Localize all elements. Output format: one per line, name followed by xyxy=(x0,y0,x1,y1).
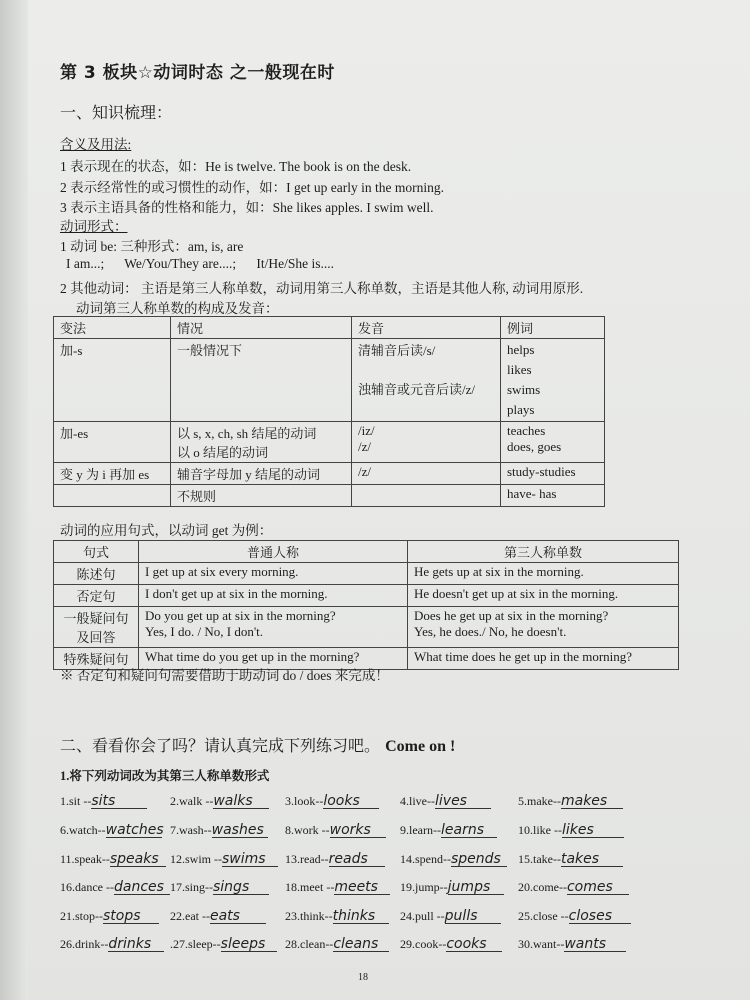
case-text: 以 o 结尾的动词 xyxy=(177,445,269,460)
section2-title: 二、看看你会了吗？请认真完成下列练习吧。 xyxy=(60,736,381,755)
table-cell: I get up at six every morning. xyxy=(139,563,408,585)
table-cell xyxy=(501,339,605,422)
exercise-prompt: 5.make-- xyxy=(518,794,561,808)
answer-blank[interactable]: wants xyxy=(564,937,626,952)
page-title: 第 3 板块☆动词时态 之一般现在时 xyxy=(60,63,335,83)
section-heading-knowledge: 一、知识梳理： xyxy=(60,103,173,122)
exercise-item xyxy=(285,880,390,895)
exercise-prompt: 28.clean-- xyxy=(285,937,334,951)
exercise-prompt: 4.live-- xyxy=(400,794,435,808)
exercise-item xyxy=(60,794,147,809)
table-row xyxy=(54,563,679,585)
table-cell xyxy=(352,485,501,507)
exercise-item xyxy=(400,852,507,867)
table-cell: /z/ xyxy=(352,463,501,485)
table-cell: 一般情况下 xyxy=(171,339,352,422)
answer-blank[interactable]: dances xyxy=(114,880,170,895)
table-cell xyxy=(54,607,139,648)
exercise-prompt: 14.spend-- xyxy=(400,852,451,866)
exercise-item xyxy=(60,880,170,895)
table-cell: 变 y 为 i 再加 es xyxy=(54,463,171,485)
note-text: ※ 否定句和疑问句需要借助于助动词 do / does 来完成！ xyxy=(60,668,389,683)
answer-blank[interactable]: reads xyxy=(329,852,385,867)
sentence-pattern-table xyxy=(53,540,679,670)
exercise-prompt: 15.take-- xyxy=(518,852,561,866)
exercise-prompt: 12.swim -- xyxy=(170,852,222,866)
answer-blank[interactable]: meets xyxy=(334,880,390,895)
exercise-prompt: .27.sleep-- xyxy=(170,937,221,951)
exercise-title: 1.将下列动词改为其第三人称单数形式 xyxy=(60,769,270,783)
exercise-item xyxy=(285,794,379,809)
answer-blank[interactable]: eats xyxy=(210,909,266,924)
sound-text: 浊辅音或元音后读/z/ xyxy=(358,382,475,397)
table-header: 发音 xyxy=(352,317,501,339)
exercise-item xyxy=(518,880,629,895)
third-person-table xyxy=(53,316,605,507)
sentence-text: Do you get up at six in the morning? xyxy=(145,608,336,623)
answer-blank[interactable]: sleeps xyxy=(221,937,277,952)
table-cell: He doesn't get up at six in the morning. xyxy=(408,585,679,607)
exercise-item xyxy=(170,937,277,952)
exercise-item xyxy=(170,909,266,924)
sentence-text: Does he get up at six in the morning? xyxy=(414,608,609,623)
answer-blank[interactable]: walks xyxy=(213,794,269,809)
exercise-prompt: 21.stop-- xyxy=(60,909,103,923)
table-cell: What time do you get up in the morning? xyxy=(139,648,408,670)
example-word: plays xyxy=(507,402,535,417)
be-forms-line: 1 动词 be: 三种形式：am, is, are xyxy=(60,239,244,254)
exercise-prompt: 19.jump-- xyxy=(400,880,448,894)
exercise-item xyxy=(518,794,623,809)
exercise-prompt: 3.look-- xyxy=(285,794,324,808)
table-header: 第三人称单数 xyxy=(408,541,679,563)
case-text: 以 s, x, ch, sh 结尾的动词 xyxy=(177,426,317,441)
page-edge-shadow xyxy=(0,0,28,1000)
exercise-item xyxy=(60,937,164,952)
answer-blank[interactable]: cooks xyxy=(446,937,502,952)
table-cell xyxy=(171,422,352,463)
table-cell: 陈述句 xyxy=(54,563,139,585)
exercise-prompt: 9.learn-- xyxy=(400,823,441,837)
table-row xyxy=(54,585,679,607)
exercise-prompt: 25.close -- xyxy=(518,909,569,923)
exercise-item xyxy=(400,880,504,895)
table-header: 句式 xyxy=(54,541,139,563)
answer-blank[interactable]: stops xyxy=(103,909,159,924)
table-cell xyxy=(408,607,679,648)
answer-blank[interactable]: sits xyxy=(91,794,147,809)
example-word: swims xyxy=(507,382,541,397)
answer-blank[interactable]: swims xyxy=(222,852,278,867)
exercise-prompt: 10.like -- xyxy=(518,823,562,837)
exercise-prompt: 13.read-- xyxy=(285,852,329,866)
exercise-prompt: 29.cook-- xyxy=(400,937,447,951)
other-verbs-line: 2 其他动词： 主语是第三人称单数，动词用第三人称单数，主语是其他人称, 动词用原形. xyxy=(60,281,584,296)
sound-text: 清辅音后读/s/ xyxy=(358,343,436,358)
table-cell xyxy=(139,607,408,648)
answer-blank[interactable]: makes xyxy=(561,794,623,809)
sound-text: /iz/ xyxy=(358,423,375,438)
table1-caption: 动词第三人称单数的构成及发音： xyxy=(76,301,279,316)
exercise-prompt: 26.drink-- xyxy=(60,937,109,951)
exercise-item xyxy=(518,852,623,867)
exercise-item xyxy=(285,823,386,838)
table-cell: 辅音字母加 y 结尾的动词 xyxy=(171,463,352,485)
answer-blank[interactable]: drinks xyxy=(108,937,164,952)
table-cell: 不规则 xyxy=(171,485,352,507)
page-number: 18 xyxy=(358,972,368,983)
answer-blank[interactable]: washes xyxy=(212,823,268,838)
table-header-row xyxy=(54,541,679,563)
table-header: 普通人称 xyxy=(139,541,408,563)
exercise-item xyxy=(518,909,631,924)
table-cell: I don't get up at six in the morning. xyxy=(139,585,408,607)
table-cell: He gets up at six in the morning. xyxy=(408,563,679,585)
example-word: helps xyxy=(507,342,535,357)
exercise-item xyxy=(400,823,497,838)
table-row xyxy=(54,607,679,648)
exercise-prompt: 16.dance -- xyxy=(60,880,114,894)
usage-item: 2 表示经常性的或习惯性的动作，如：I get up early in the morning. xyxy=(60,180,444,195)
exercise-item xyxy=(60,909,159,924)
table-header: 例词 xyxy=(501,317,605,339)
answer-blank[interactable]: watches xyxy=(105,822,164,838)
answer-blank[interactable]: speaks xyxy=(110,852,166,867)
exercise-prompt: 11.speak-- xyxy=(60,852,110,866)
usage-item: 1 表示现在的状态，如：He is twelve. The book is on the desk. xyxy=(60,159,412,174)
table-cell xyxy=(54,485,171,507)
answer-blank[interactable]: thinks xyxy=(333,909,389,924)
answer-blank[interactable]: closes xyxy=(569,909,631,924)
table-cell xyxy=(501,422,605,463)
exercise-prompt: 17.sing-- xyxy=(170,880,213,894)
type-text: 及回答 xyxy=(76,630,116,645)
exercise-prompt: 23.think-- xyxy=(285,909,333,923)
exercise-item xyxy=(400,937,502,952)
answer-blank[interactable]: learns xyxy=(441,823,497,838)
exercise-prompt: 22.eat -- xyxy=(170,909,210,923)
forms-heading: 动词形式： xyxy=(60,219,128,234)
answer-blank[interactable]: pulls xyxy=(445,909,501,924)
answer-blank[interactable]: takes xyxy=(561,852,623,867)
exercise-item xyxy=(285,852,385,867)
table-cell: have- has xyxy=(501,485,605,507)
example-word: does, goes xyxy=(507,439,562,454)
exercise-item xyxy=(518,937,626,952)
exercise-item xyxy=(518,823,624,838)
exercise-prompt: 1.sit -- xyxy=(60,794,92,808)
exercise-item xyxy=(400,909,501,924)
exercise-prompt: 24.pull -- xyxy=(400,909,445,923)
exercise-prompt: 30.want-- xyxy=(518,937,565,951)
answer-blank[interactable]: spends xyxy=(451,852,507,867)
example-word: teaches xyxy=(507,423,546,438)
exercise-item xyxy=(285,909,389,924)
sentence-text: Yes, I do. / No, I don't. xyxy=(145,624,264,639)
answer-blank[interactable]: cleans xyxy=(333,937,389,952)
table-header-row xyxy=(54,317,605,339)
table-header: 情况 xyxy=(171,317,352,339)
exercise-prompt: 7.wash-- xyxy=(170,823,212,837)
table-row xyxy=(54,463,605,485)
exercise-prompt: 6.watch-- xyxy=(60,823,106,837)
exercise-item xyxy=(60,852,166,867)
exercise-item xyxy=(170,794,269,809)
be-examples-line: I am...; We/You/They are....; It/He/She is.... xyxy=(66,256,335,271)
answer-blank[interactable]: sings xyxy=(213,880,269,895)
exercise-prompt: 2.walk -- xyxy=(170,794,214,808)
answer-blank[interactable]: likes xyxy=(562,823,624,838)
usage-heading: 含义及用法: xyxy=(60,137,132,152)
table2-caption: 动词的应用句式，以动词 get 为例： xyxy=(60,523,273,538)
exercise-item xyxy=(400,794,491,809)
answer-blank[interactable]: looks xyxy=(323,794,379,809)
answer-blank[interactable]: comes xyxy=(567,880,629,895)
exercise-item xyxy=(170,823,268,838)
sentence-text: Yes, he does./ No, he doesn't. xyxy=(414,624,567,639)
table-row xyxy=(54,422,605,463)
exercise-prompt: 18.meet -- xyxy=(285,880,335,894)
answer-blank[interactable]: works xyxy=(330,823,386,838)
exercise-item xyxy=(170,852,278,867)
answer-blank[interactable]: jumps xyxy=(448,880,504,895)
table-cell: 特殊疑问句 xyxy=(54,648,139,670)
table-cell: study-studies xyxy=(501,463,605,485)
usage-item: 3 表示主语具备的性格和能力，如：She likes apples. I swim well. xyxy=(60,200,434,215)
table-cell xyxy=(352,339,501,422)
sound-text: /z/ xyxy=(358,439,371,454)
table-row xyxy=(54,339,605,422)
type-text: 一般疑问句 xyxy=(63,611,129,626)
table-cell xyxy=(352,422,501,463)
table-row xyxy=(54,485,605,507)
exercise-item xyxy=(170,880,269,895)
table-cell: 加-s xyxy=(54,339,171,422)
come-on-text: Come on ! xyxy=(385,738,456,755)
table-header: 变法 xyxy=(54,317,171,339)
example-word: likes xyxy=(507,362,532,377)
table-cell: 否定句 xyxy=(54,585,139,607)
table-cell: 加-es xyxy=(54,422,171,463)
table-cell: What time does he get up in the morning? xyxy=(408,648,679,670)
exercise-item xyxy=(60,823,162,838)
exercise-prompt: 20.come-- xyxy=(518,880,567,894)
answer-blank[interactable]: lives xyxy=(435,794,491,809)
section-heading-practice xyxy=(60,733,455,756)
exercise-prompt: 8.work -- xyxy=(285,823,330,837)
exercise-item xyxy=(285,937,389,952)
